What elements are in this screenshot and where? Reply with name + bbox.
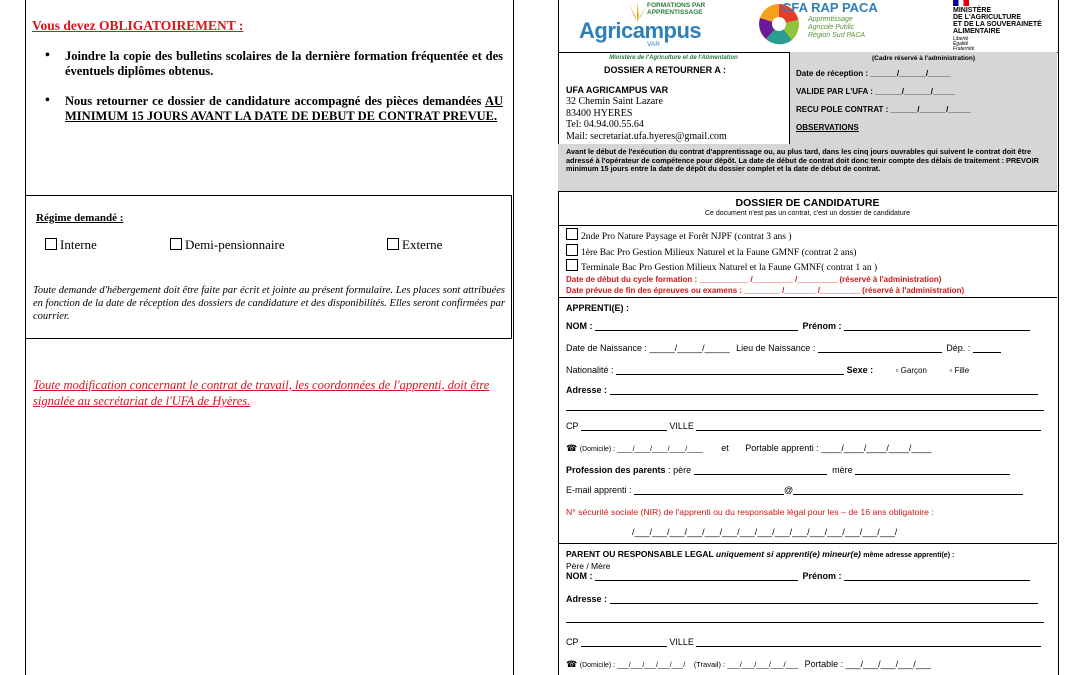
email-input-user[interactable] xyxy=(634,485,784,495)
return-address-box xyxy=(558,52,790,144)
bullet-item xyxy=(45,49,503,79)
dossier-header xyxy=(558,192,1057,226)
contract-notice xyxy=(558,144,1057,192)
bullet-dot-icon: • xyxy=(45,93,50,108)
parent-ville-input[interactable] xyxy=(696,637,1041,647)
regime-option-interne[interactable] xyxy=(45,237,97,253)
apprenti-title: APPRENTI(E) : xyxy=(566,303,629,313)
apprenti-naissance-row xyxy=(566,343,1001,353)
lieu-input[interactable] xyxy=(818,343,942,353)
ministere-line: MINISTÈRE xyxy=(953,7,992,14)
fille-option[interactable]: ▫ Fille xyxy=(949,366,970,375)
dep-label: Dép. : xyxy=(946,343,971,353)
formation-option[interactable] xyxy=(566,244,877,260)
checkbox-icon[interactable] xyxy=(45,238,57,250)
apprenti-nom-row xyxy=(566,321,1030,331)
parent-prenom-input[interactable] xyxy=(844,571,1030,581)
admin-reception[interactable]: Date de réception : ______/______/_____ xyxy=(796,69,951,78)
devise xyxy=(953,37,1042,52)
regime-label: Externe xyxy=(402,237,443,252)
org-name: UFA AGRICAMPUS VAR xyxy=(566,85,669,95)
cfa-line: Agricole Public xyxy=(808,24,855,31)
ville-label: VILLE xyxy=(669,421,694,431)
return-title: DOSSIER A RETOURNER A : xyxy=(604,65,727,75)
adresse-input[interactable] xyxy=(610,385,1038,395)
formation-label: 1ère Bac Pro Gestion Milieux Naturel et la Faune GMNF (contrat 2 ans) xyxy=(581,247,857,258)
cycle-end: Date prévue de fin des épreuves ou examens : ________ /_______ /_________ (réservé à l'administration) xyxy=(566,285,965,295)
parent-domicile-field[interactable]: (Domicile) : ___/___/___/___/___/ xyxy=(579,662,686,669)
ministere-line: ET DE LA SOUVERAINETÉ xyxy=(953,21,1042,28)
ministry-line: Ministère de l'Agriculture et de l'Alimentation xyxy=(609,55,738,61)
parent-nom-input[interactable] xyxy=(595,571,798,581)
regime-option-demi-pensionnaire[interactable] xyxy=(170,237,285,253)
regime-label: Interne xyxy=(60,237,97,252)
nom-label: NOM : xyxy=(566,321,593,331)
address-lines xyxy=(566,96,727,142)
adresse-label: Adresse : xyxy=(566,385,608,395)
bullet-dot-icon: • xyxy=(45,48,50,63)
regime-title: Régime demandé : xyxy=(36,212,124,224)
parent-title-text: PARENT OU RESPONSABLE LEGAL xyxy=(566,549,714,559)
domicile-field[interactable]: (Domicile) : ____/____/____/____/____ xyxy=(579,446,703,453)
agricampus-wordmark: Agricampus xyxy=(579,18,702,43)
dossier-subtitle: Ce document n'est pas un contrat, c'est un dossier de candidature xyxy=(704,210,911,217)
admin-box xyxy=(790,52,1057,145)
parent-prenom-label: Prénom : xyxy=(802,571,842,581)
at-sign: @ xyxy=(784,485,794,495)
parent-nom-label: NOM : xyxy=(566,571,593,581)
ministere-logo xyxy=(925,0,1042,52)
et-label: et xyxy=(721,443,729,453)
email-label: E-mail apprenti : xyxy=(566,485,632,495)
parent-adresse-input[interactable] xyxy=(610,594,1038,604)
apprenti-phone-row xyxy=(566,443,931,454)
agricampus-logo xyxy=(575,0,735,50)
nir-label: N° sécurité sociale (NIR) de l'apprenti ou du responsable légal pour les – de 16 ans obligatoire : xyxy=(566,507,934,517)
apprenti-email-row xyxy=(566,485,1023,495)
notice-text: Avant le début de l'exécution du contrat d'apprentissage ou, au plus tard, dans les cinq jours ouvrables qui suivent le contrat doit être adressé à l'opérateur de compétence pour dépôt. La date de début de contrat doit donc tenir compte des délais de traitement : PREVOIR minimum 15 jours entre la date de dépôt du dossier complet et la date de début de contrat. xyxy=(566,147,1039,173)
cfa-line: Apprentissage xyxy=(808,16,853,23)
ville-input[interactable] xyxy=(696,421,1041,431)
admin-recu[interactable]: RECU POLE CONTRAT : ______/______/_____ xyxy=(796,105,971,114)
parent-travail-field[interactable]: (Travail) : ___/___/___/___/___ xyxy=(693,660,799,669)
cp-input[interactable] xyxy=(581,421,667,431)
checkbox-icon[interactable] xyxy=(387,238,399,250)
parent-title-end: même adresse apprenti(e) : xyxy=(863,552,955,559)
cp-label: CP xyxy=(566,421,579,431)
apprenti-adresse-row xyxy=(566,385,1038,395)
formation-option[interactable] xyxy=(566,228,877,244)
address-tel: Tel: 04.94.00.55.64 xyxy=(566,119,644,130)
parent-cp-input[interactable] xyxy=(581,637,667,647)
bullet2-text: Nous retourner ce dossier de candidature accompagné des pièces demandées xyxy=(65,94,485,108)
admin-valide[interactable]: VALIDE PAR L'UFA : ______/______/_____ xyxy=(796,87,956,96)
pere-mere-label: Père / Mère xyxy=(566,561,611,571)
parent-nom-row xyxy=(566,571,1030,581)
mere-input[interactable] xyxy=(855,465,1010,475)
cfa-subtitle xyxy=(808,16,865,40)
devise-line: Égalité xyxy=(953,41,969,47)
phone-icon: ☎ xyxy=(566,443,578,453)
formation-list xyxy=(566,228,877,275)
bullet-text xyxy=(65,94,503,124)
flag-icon xyxy=(953,0,969,6)
checkbox-icon[interactable] xyxy=(566,244,578,256)
apprenti-profession-row xyxy=(566,465,1010,475)
modification-note: Toute modification concernant le contrat de travail, les coordonnées de l'apprenti, doit être signalée au secrétariat de l'UFA de Hyères. xyxy=(33,378,490,408)
parent-ville-label: VILLE xyxy=(669,637,694,647)
address-street: 32 Chemin Saint Lazare xyxy=(566,96,663,107)
parent-title-italic: uniquement si apprenti(e) mineur(e) xyxy=(715,549,861,559)
bullet2-emphasis: AU MINIMUM 15 JOURS AVANT LA DATE DE DEBUT DE CONTRAT PREVUE. xyxy=(65,94,503,123)
ministere-line: ALIMENTAIRE xyxy=(953,28,1001,35)
nom-input[interactable] xyxy=(595,321,798,331)
cfa-logo xyxy=(758,0,888,50)
checkbox-icon[interactable] xyxy=(170,238,182,250)
hebergement-note: Toute demande d'hébergement doit être faite par écrit et jointe au présent formulaire. Les places sont attribuées en fonction de la date de réception des dossiers de candidature et des disponibilités. Elles seront confirmées par courrier. xyxy=(33,285,505,322)
apprenti-nationalite-row xyxy=(566,365,969,375)
address-mail: Mail: secretariat.ufa.hyeres@gmail.com xyxy=(566,130,727,142)
address-city: 83400 HYERES xyxy=(566,107,633,119)
cfa-line: Région Sud PACA xyxy=(808,32,866,39)
cycle-start: Date de début du cycle formation : ___________ /_________ /_________ (réservé à l'administration) xyxy=(566,275,942,284)
email-input-domain[interactable] xyxy=(793,485,1023,495)
parent-adresse-label: Adresse : xyxy=(566,594,608,604)
phone-icon: ☎ xyxy=(566,659,578,669)
parent-box xyxy=(558,544,1057,675)
bullet-text: Joindre la copie des bulletins scolaires de la dernière formation fréquentée et des éventuels diplômes obtenus. xyxy=(65,49,503,78)
parent-phone-row xyxy=(566,659,931,670)
checkbox-icon[interactable] xyxy=(566,259,578,271)
regime-label: Demi-pensionnaire xyxy=(185,237,285,252)
checkbox-icon[interactable] xyxy=(566,228,578,240)
prenom-input[interactable] xyxy=(844,321,1030,331)
lieu-label: Lieu de Naissance : xyxy=(736,343,816,353)
parent-adresse-line-2[interactable] xyxy=(566,622,1044,623)
cfa-title: CFA RAP PACA xyxy=(782,0,878,15)
mere-label: mère xyxy=(832,465,853,475)
bullet-item xyxy=(45,94,503,124)
devise-line: Liberté xyxy=(953,36,969,42)
garcon-option[interactable]: ▫ Garçon xyxy=(895,366,927,375)
formation-label: 2nde Pro Nature Paysage et Forêt NJPF (contrat 3 ans ) xyxy=(581,232,792,242)
regime-option-externe[interactable] xyxy=(387,237,442,253)
devise-line: Fraternité xyxy=(953,46,975,52)
sexe-label: Sexe : xyxy=(846,365,874,375)
agricampus-tagline: FORMATIONS PAR APPRENTISSAGE xyxy=(647,2,706,16)
parent-portable-field[interactable]: Portable : ___/___/___/___/___ xyxy=(804,659,931,669)
nationalite-label: Nationalité : xyxy=(566,365,614,375)
nationalite-input[interactable] xyxy=(616,365,844,375)
dossier-title: DOSSIER DE CANDIDATURE xyxy=(735,197,880,209)
formation-option[interactable] xyxy=(566,259,877,275)
parent-cp-row xyxy=(566,637,1041,647)
admin-title: (Cadre réservé à l'administration) xyxy=(871,55,976,62)
cycle-dates xyxy=(566,275,964,296)
fille-label: Fille xyxy=(954,366,970,375)
parent-title xyxy=(566,549,954,559)
ministere-line: DE L'AGRICULTURE xyxy=(953,14,1022,21)
portable-field[interactable]: Portable apprenti : ____/____/____/____/____ xyxy=(745,443,932,453)
obligatory-heading: Vous devez OBLIGATOIREMENT : xyxy=(32,18,244,33)
prenom-label: Prénom : xyxy=(802,321,842,331)
parent-cp-label: CP xyxy=(566,637,579,647)
dep-input[interactable] xyxy=(973,343,1001,353)
apprenti-cp-row xyxy=(566,421,1041,431)
pere-input[interactable] xyxy=(694,465,827,475)
garcon-label: Garçon xyxy=(900,366,927,375)
profession-label: Profession des parents xyxy=(566,465,666,475)
formation-label: Terminale Bac Pro Gestion Milieux Naturel et la Faune GMNF( contrat 1 an ) xyxy=(581,263,878,273)
naissance-field[interactable]: Date de Naissance : _____/_____/_____ xyxy=(566,343,730,353)
pere-label: : père xyxy=(668,465,692,475)
agricampus-sub: VAR xyxy=(647,41,660,48)
parent-adresse-row xyxy=(566,594,1038,604)
nir-input[interactable]: /___/___/___/___/___/___/___/___/___/___/___/___/___/___/___/ xyxy=(632,527,898,537)
adresse-line-2[interactable] xyxy=(566,410,1044,411)
admin-observations: OBSERVATIONS xyxy=(796,123,859,132)
